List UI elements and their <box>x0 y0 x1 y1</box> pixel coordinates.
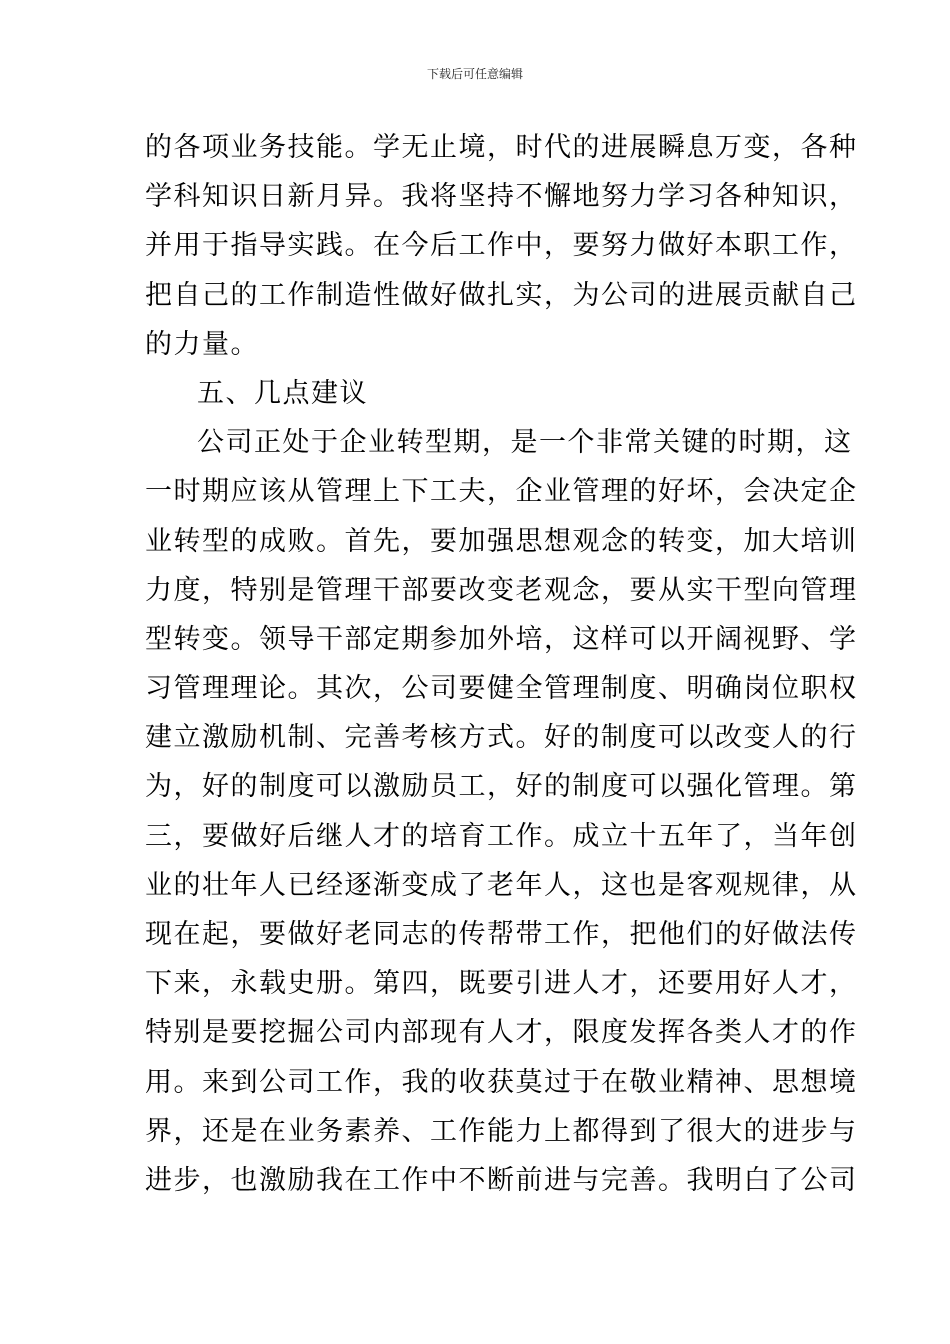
text-line: 建立激励机制、完善考核方式。好的制度可以改变人的行 <box>145 722 858 754</box>
text-line: 现在起，要做好老同志的传帮带工作，把他们的好做法传 <box>145 919 858 950</box>
text-line: 下来，永载史册。第四，既要引进人才，还要用好人才， <box>145 968 858 1000</box>
text-line: 为，好的制度可以激励员工，好的制度可以强化管理。第 <box>145 771 858 803</box>
text-line: 学科知识日新月异。我将坚持不懈地努力学习各种知识， <box>145 181 858 213</box>
text-line: 一时期应该从管理上下工夫，企业管理的好坏，会决定企 <box>145 476 858 508</box>
text-line: 界，还是在业务素养、工作能力上都得到了很大的进步与 <box>145 1115 858 1147</box>
text-line: 的力量。 <box>145 328 259 360</box>
text-line: 并用于指导实践。在今后工作中，要努力做好本职工作， <box>145 230 858 262</box>
text-line: 进步，也激励我在工作中不断前进与完善。我明白了公司 <box>145 1164 858 1196</box>
text-line: 的各项业务技能。学无止境，时代的进展瞬息万变，各种 <box>145 132 858 163</box>
text-line: 习管理理论。其次，公司要健全管理制度、明确岗位职权 <box>145 673 858 705</box>
section-heading: 五、几点建议 <box>197 377 368 409</box>
text-line: 用。来到公司工作，我的收获莫过于在敬业精神、思想境 <box>145 1066 858 1098</box>
body-text <box>145 123 858 1205</box>
text-line: 业转型的成败。首先，要加强思想观念的转变，加大培训 <box>145 525 858 557</box>
text-line: 业的壮年人已经逐渐变成了老年人，这也是客观规律，从 <box>145 869 858 901</box>
text-line: 特别是要挖掘公司内部现有人才，限度发挥各类人才的作 <box>145 1017 858 1049</box>
header-note: 下载后可任意编辑 <box>426 67 523 81</box>
text-line: 把自己的工作制造性做好做扎实，为公司的进展贡献自己 <box>145 279 858 311</box>
text-line: 公司正处于企业转型期，是一个非常关键的时期，这 <box>197 427 853 459</box>
text-line: 型转变。领导干部定期参加外培，这样可以开阔视野、学 <box>145 623 858 655</box>
text-line: 三，要做好后继人才的培育工作。成立十五年了，当年创 <box>145 820 858 852</box>
text-line: 力度，特别是管理干部要改变老观念，要从实干型向管理 <box>145 574 858 606</box>
